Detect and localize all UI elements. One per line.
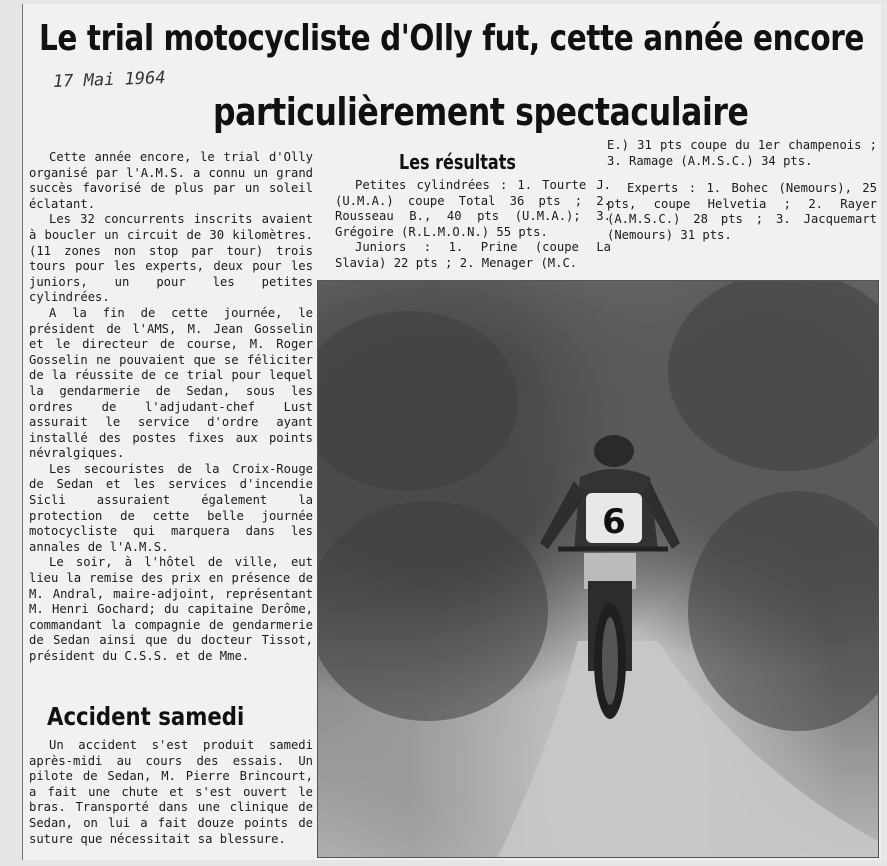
body-paragraph: Les secouristes de la Croix-Rouge de Sedan et les services d'incendie Sicli assuraient également la protection de cette belle journée motocycliste qui marquera dans les annales de l'A.M.S. [29,461,313,554]
body-paragraph: Les 32 concurrents inscrits avaient à boucler un circuit de 30 kilomètres. (11 zones non stop par tour) trois tours pour les experts, deux pour les juniors, un pour les petites cylindrées. [29,212,313,305]
results-heading: Les résultats [399,150,516,174]
body-paragraph: A la fin de cette journée, le président de l'AMS, M. Jean Gosselin et le directeur de course, M. Roger Gosselin ne pouvaient que se féliciter de la réussite de ce trial pour lequel la gendarmerie de Sedan, sous les ordres de l'adjudant-chef Lust assurait le service d'ordre ayant installé des postes fixes aux points névralgiques. [29,305,313,461]
accident-heading: Accident samedi [47,702,245,731]
motorcyclist-illustration [318,281,878,857]
headline-line-1: Le trial motocycliste d'Olly fut, cette année encore [39,18,864,59]
results-paragraph: Petites cylindrées : 1. Tourte J. (U.M.A.) coupe Total 36 pts ; 2. Rousseau B., 40 pts (U.M.A.); 3. Grégoire (R.L.M.O.N.) 55 pts. [335,178,611,239]
accident-paragraph: Un accident s'est produit samedi après-midi au cours des essais. Un pilote de Sedan, M. Pierre Brincourt, a fait une chute et s'est ouvert le bras. Transporté dans une clinique de Sedan, on lui a fait douze points de suture que nécessitait sa blessure. [29,738,313,846]
results-column [335,178,611,272]
trial-photo [317,280,879,858]
newspaper-clipping [22,4,881,860]
headline-line-2: particulièrement spectaculaire [213,90,749,134]
results-continued-column [607,138,877,244]
body-paragraph: Cette année encore, le trial d'Olly organisé par l'A.M.S. a connu un grand succès favorisé de plus par un soleil éclatant. [29,150,313,211]
body-paragraph: Le soir, à l'hôtel de ville, eut lieu la remise des prix en présence de M. Andral, maire-adjoint, représentant M. Henri Gochard; du capitaine Derôme, commandant la compagnie de gendarmerie de Sedan ainsi que du docteur Tissot, président du C.S.S. et de Mme. [29,555,313,663]
article-body-column [29,150,313,665]
results-paragraph: Experts : 1. Bohec (Nemours), 25 pts, coupe Helvetia ; 2. Rayer (A.M.S.C.) 28 pts ; 3. Jacquemart (Nemours) 31 pts. [607,181,877,242]
results-paragraph: Juniors : 1. Prine (coupe La Slavia) 22 pts ; 2. Menager (M.C. [335,240,611,270]
accident-column [29,738,313,847]
handwritten-date: 17 Mai 1964 [52,68,166,92]
race-number-label: 6 [602,502,626,542]
results-paragraph: E.) 31 pts coupe du 1er champenois ; 3. Ramage (A.M.S.C.) 34 pts. [607,138,877,168]
